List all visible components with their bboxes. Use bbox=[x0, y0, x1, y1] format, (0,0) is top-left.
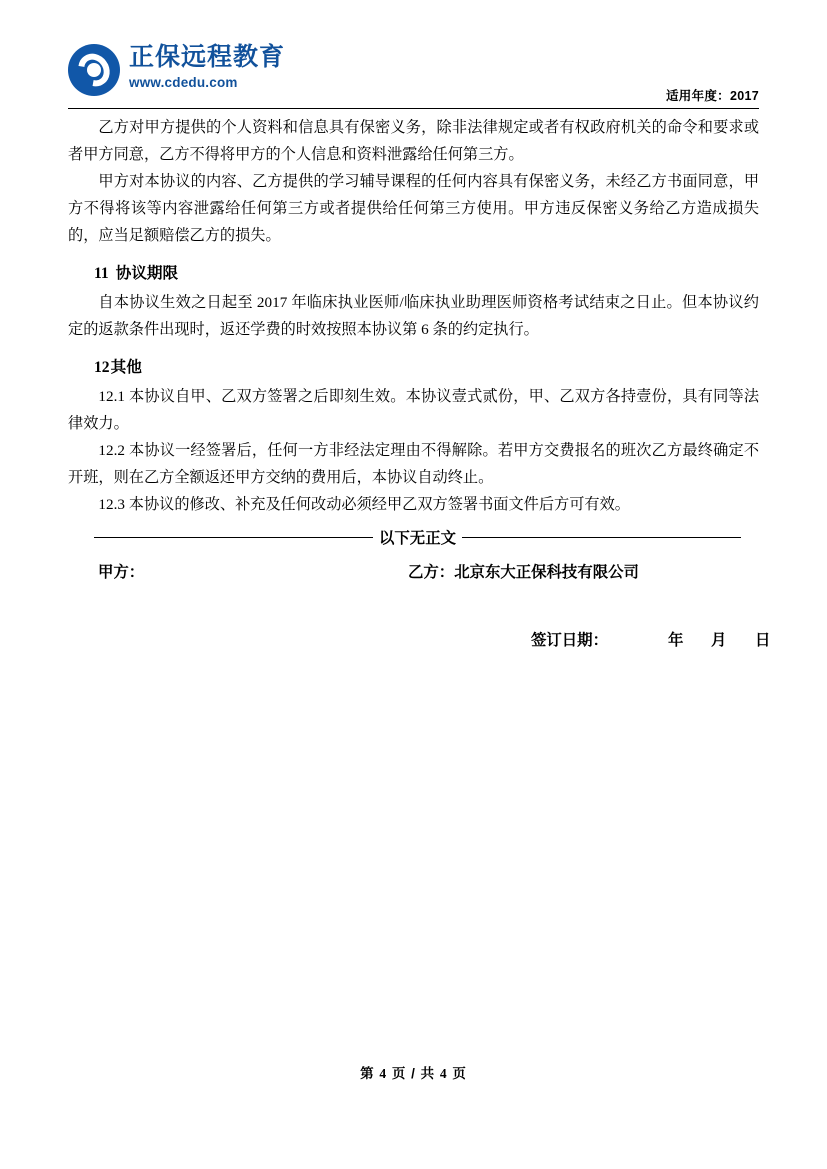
footer-middle: 页 / 共 bbox=[391, 1066, 436, 1081]
section-11-number: 11 bbox=[94, 265, 109, 282]
logo-title: 正保远程教育 bbox=[129, 43, 286, 71]
sign-date-label: 签订日期： bbox=[531, 632, 608, 649]
footer-prefix: 第 bbox=[360, 1066, 375, 1081]
section-12-item-1: 12.1 本协议自甲、乙双方签署之后即刻生效。本协议壹式贰份，甲、乙双方各持壹份，具有同等法律效力。 bbox=[68, 388, 759, 432]
party-b-company-name: 北京东大正保科技有限公司 bbox=[454, 564, 639, 581]
sign-date-year-unit: 年 bbox=[668, 632, 684, 649]
end-marker-label: 以下无正文 bbox=[379, 530, 456, 547]
logo-text-block bbox=[129, 42, 285, 90]
section-11-paragraph: 自本协议生效之日起至 2017 年临床执业医师/临床执业助理医师资格考试结束之日止。但本协议约定的返款条件出现时，返还学费的时效按照本协议第 6 条的约定执行。 bbox=[68, 294, 759, 338]
end-marker-line-right bbox=[462, 537, 741, 538]
company-logo bbox=[68, 42, 285, 96]
end-marker-line-left bbox=[94, 537, 373, 538]
paragraph-confidentiality-party-a: 甲方对本协议的内容、乙方提供的学习辅导课程的任何内容具有保密义务，未经乙方书面同意，甲方不得将该等内容泄露给任何第三方或者提供给任何第三方使用。甲方违反保密义务给乙方造成损失的，应当足额赔偿乙方的损失。 bbox=[68, 173, 759, 244]
section-11-title: 协议期限 bbox=[115, 265, 179, 282]
logo-swirl-icon bbox=[68, 44, 120, 96]
page-content bbox=[68, 0, 771, 1169]
section-11-heading bbox=[68, 260, 759, 287]
page-header bbox=[68, 0, 759, 108]
sign-date-month-unit: 月 bbox=[711, 632, 727, 649]
applicable-year-label: 适用年度：2017 bbox=[665, 89, 759, 103]
section-12-number: 12 bbox=[94, 359, 110, 376]
section-12-heading bbox=[68, 354, 759, 381]
party-b-signature bbox=[408, 560, 639, 582]
section-12-item-3: 12.3 本协议的修改、补充及任何改动必须经甲乙双方签署书面文件后方可有效。 bbox=[98, 496, 630, 513]
section-12-title: 其他 bbox=[110, 359, 142, 376]
party-a-signature-label: 甲方： bbox=[98, 564, 145, 581]
page-footer bbox=[68, 1062, 759, 1082]
paragraph-confidentiality-party-b: 乙方对甲方提供的个人资料和信息具有保密义务，除非法律规定或者有权政府机关的命令和要求或者甲方同意，乙方不得将甲方的个人信息和资料泄露给任何第三方。 bbox=[68, 119, 759, 163]
document-body bbox=[68, 114, 759, 548]
footer-suffix: 页 bbox=[452, 1066, 467, 1081]
sign-date-day-unit: 日 bbox=[755, 632, 771, 649]
end-of-text-marker bbox=[68, 526, 759, 548]
logo-website-url: www.cdedu.com bbox=[129, 75, 238, 90]
footer-current-page: 4 bbox=[379, 1066, 388, 1081]
party-b-label: 乙方： bbox=[408, 564, 455, 581]
footer-total-pages: 4 bbox=[439, 1066, 448, 1081]
header-divider bbox=[68, 108, 759, 109]
section-12-item-2: 12.2 本协议一经签署后，任何一方非经法定理由不得解除。若甲方交费报名的班次乙方最终确定不开班，则在乙方全额返还甲方交纳的费用后，本协议自动终止。 bbox=[68, 442, 759, 486]
